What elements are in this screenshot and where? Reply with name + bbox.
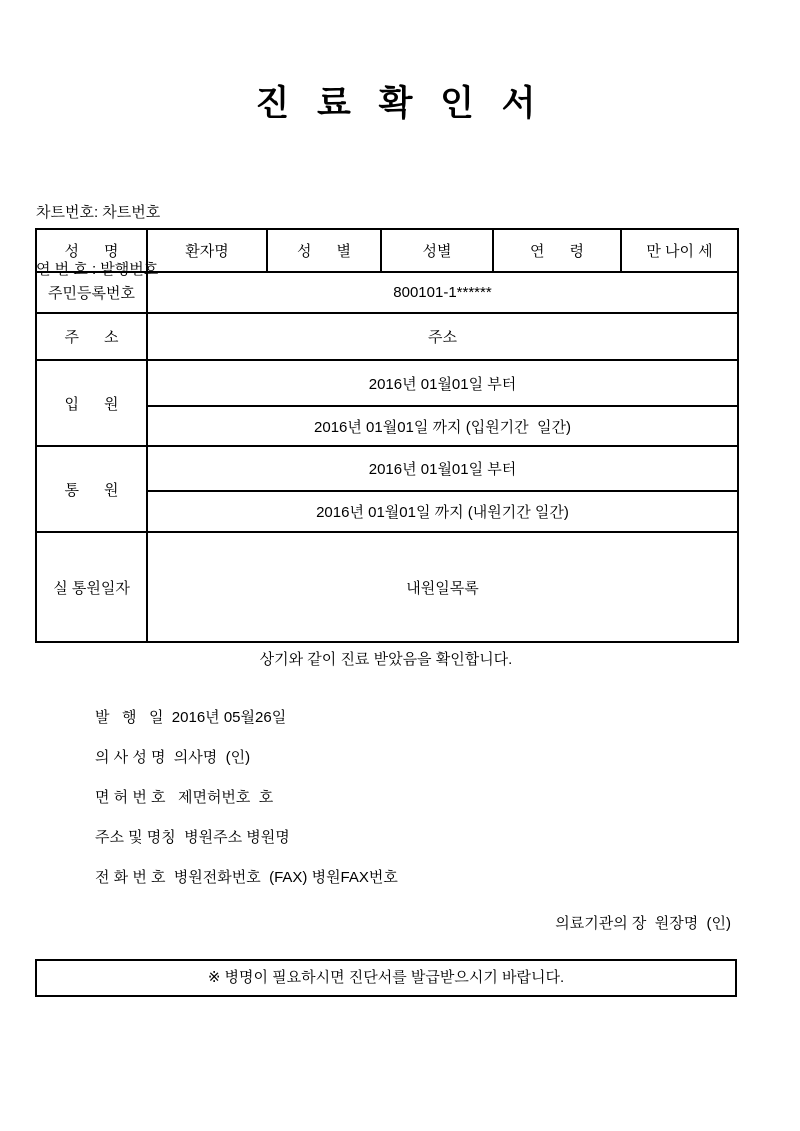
doctor-name-line: 의 사 성 명 의사명 (인): [95, 749, 251, 766]
table-row: [36, 229, 738, 272]
admission-label-cell: 입 원: [36, 360, 147, 446]
table-row: [36, 272, 738, 313]
license-number-line: 면 허 번 호 제면허번호 호: [95, 789, 274, 806]
table-row: [36, 360, 738, 406]
issuance-block: [95, 708, 398, 908]
serial-number-line: 연 번 호 : 발행번호: [36, 261, 159, 278]
table-row: [36, 446, 738, 491]
footer-note-box: [35, 959, 737, 997]
address-value-cell: 주소: [147, 313, 738, 360]
document-title: 진 료 확 인 서: [255, 84, 545, 123]
phone-number-line: 전 화 번 호 병원전화번호 (FAX) 병원FAX번호: [95, 869, 398, 886]
hospital-address-line: 주소 및 명칭 병원주소 병원명: [95, 829, 290, 846]
address-label-cell: 주 소: [36, 313, 147, 360]
gender-label-cell: 성 별: [267, 229, 381, 272]
outpatient-to-cell: 2016년 01월01일 까지 (내원기간 일간): [147, 491, 738, 532]
director-signature-line: 의료기관의 장 원장명 (인): [555, 915, 731, 932]
patient-info-table: [35, 228, 739, 643]
name-label-cell: 성 명: [36, 229, 147, 272]
chart-number-line: 차트번호: 차트번호: [36, 204, 161, 221]
visit-dates-value-cell: 내원일목록: [147, 532, 738, 642]
age-value-cell: 만 나이 세: [621, 229, 738, 272]
confirmation-text: 상기와 같이 진료 받았음을 확인합니다.: [259, 651, 513, 668]
table-row: [36, 313, 738, 360]
admission-to-cell: 2016년 01월01일 까지 (입원기간 일간): [147, 406, 738, 446]
name-value-cell: 환자명: [147, 229, 267, 272]
footer-note-text: ※ 병명이 필요하시면 진단서를 발급받으시기 바랍니다.: [207, 969, 565, 986]
rrn-label-cell: 주민등록번호: [36, 272, 147, 313]
issue-date-line: 발 행 일 2016년 05월26일: [95, 709, 287, 726]
outpatient-label-cell: 통 원: [36, 446, 147, 532]
admission-from-cell: 2016년 01월01일 부터: [147, 360, 738, 406]
age-label-cell: 연 령: [493, 229, 621, 272]
table-row: [36, 532, 738, 642]
gender-value-cell: 성별: [381, 229, 493, 272]
visit-dates-label-cell: 실 통원일자: [36, 532, 147, 642]
rrn-value-cell: 800101-1******: [147, 272, 738, 313]
outpatient-from-cell: 2016년 01월01일 부터: [147, 446, 738, 491]
